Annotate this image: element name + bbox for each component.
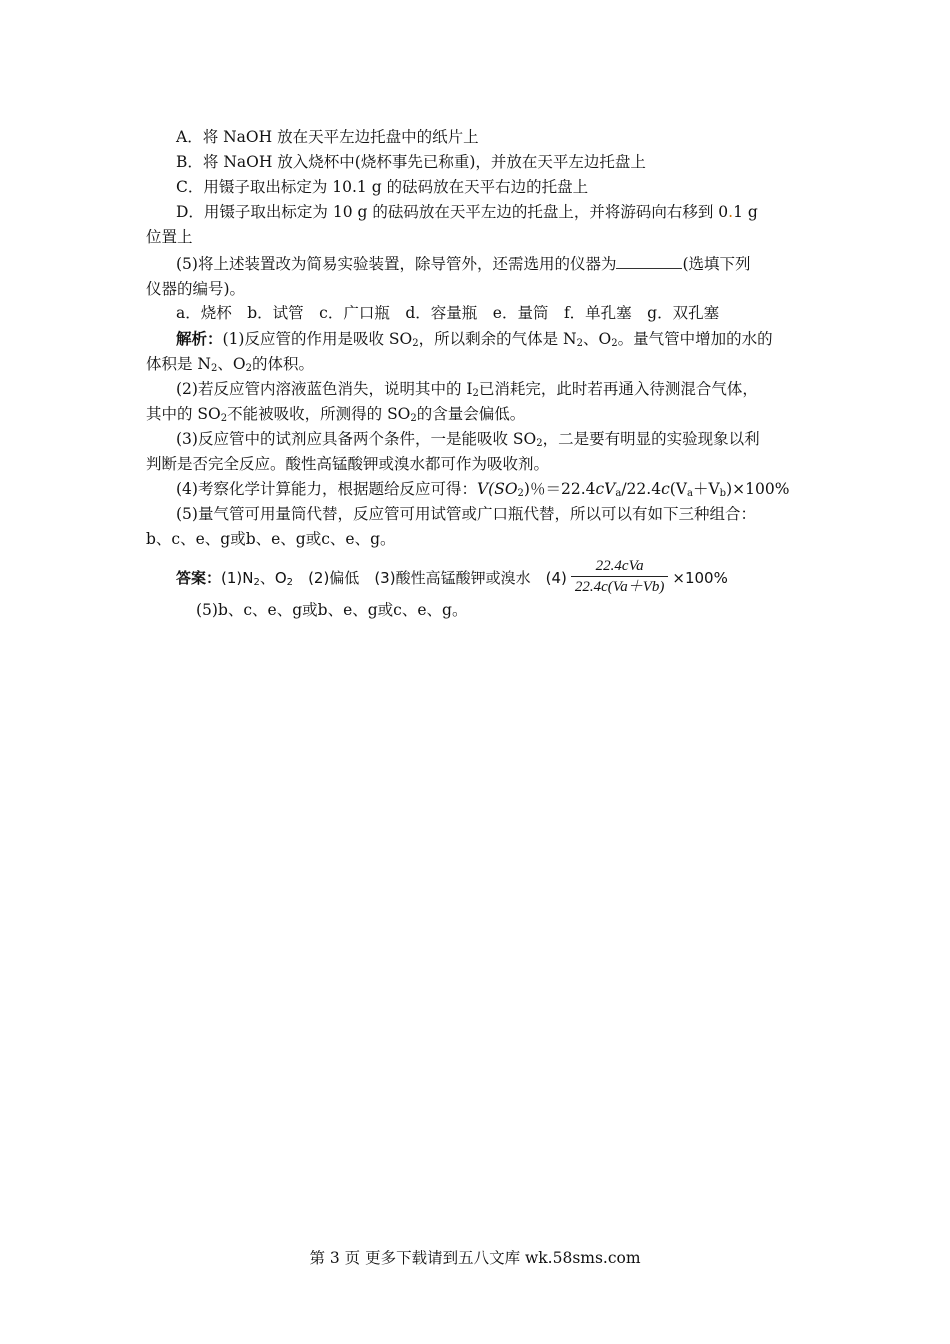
formula-part: c <box>661 480 670 498</box>
answer-line <box>176 558 841 599</box>
q5-text-end: (选填下列 <box>682 255 751 273</box>
option-d-cont <box>146 227 811 247</box>
analysis-p5 <box>176 504 841 524</box>
analysis-p5-line2-text: b、c、e、g或b、e、g或c、e、g。 <box>146 530 396 548</box>
formula-part: )％＝22.4 <box>523 480 596 498</box>
formula-part: ＋V <box>692 480 720 498</box>
subscript: 2 <box>611 338 618 349</box>
subscript: 2 <box>245 363 252 374</box>
analysis-p2-line2-text: 的含量会偏低。 <box>416 405 526 423</box>
option-d-text: D．用镊子取出标定为 10 g 的砝码放在天平左边的托盘上，并将游码向右移到 0 <box>176 203 729 221</box>
option-d-dot: . <box>728 203 734 221</box>
q5-line2-text: 仪器的编号)。 <box>146 280 246 298</box>
subscript: 2 <box>472 388 479 399</box>
analysis-p5-line2 <box>146 529 811 549</box>
subscript: 2 <box>410 413 417 424</box>
formula-part: cV <box>595 480 616 498</box>
analysis-p1-text: (1)反应管的作用是吸收 SO <box>222 330 413 348</box>
q5-text: (5)将上述装置改为简易实验装置，除导管外，还需选用的仪器为 <box>176 255 617 273</box>
analysis-p2 <box>176 379 841 399</box>
formula-part: )×100% <box>726 480 790 498</box>
formula-part: (V <box>669 480 687 498</box>
analysis-p1-line2 <box>146 354 811 374</box>
page-footer <box>0 1246 950 1268</box>
answer-part: (3)酸性高锰酸钾或溴水 <box>374 569 531 587</box>
answer-part5-text: (5)b、c、e、g或b、e、g或c、e、g。 <box>196 601 468 619</box>
analysis-p3-text: (3)反应管中的试剂应具备两个条件，一是能吸收 SO <box>176 430 537 448</box>
footer-text: 第 3 页 更多下载请到五八文库 wk.58sms.com <box>309 1249 641 1267</box>
option-d-cont-text: 位置上 <box>146 228 193 246</box>
option-c <box>176 177 841 197</box>
subscript: a <box>687 488 693 499</box>
answer-part: (2)偏低 <box>308 569 360 587</box>
analysis-label: 解析： <box>176 329 223 348</box>
option-d-text-end: 1 g <box>733 203 758 221</box>
analysis-p2-text: (2)若反应管内溶液蓝色消失，说明其中的 I <box>176 380 473 398</box>
subscript: 2 <box>220 413 228 424</box>
analysis-p1-line2-text: 体积是 N <box>146 355 211 373</box>
answer-part: 、O <box>259 569 287 587</box>
analysis-p2-line2 <box>146 404 811 424</box>
answer-blank <box>616 254 682 269</box>
formula-part: /22.4 <box>621 480 662 498</box>
fraction-numerator: 22.4cVa <box>571 556 669 577</box>
analysis-p1 <box>176 329 841 349</box>
analysis-p2-text: 已消耗完，此时若再通入待测混合气体， <box>478 380 758 398</box>
q5-line1 <box>176 254 841 274</box>
answer-part: ×100% <box>672 569 728 587</box>
subscript: 2 <box>412 338 419 349</box>
analysis-p1-line2-text: 、O <box>217 355 246 373</box>
analysis-p1-text: 、O <box>582 330 612 348</box>
subscript: 2 <box>253 577 260 588</box>
answer-part: (4) <box>545 569 567 587</box>
q5-choices <box>176 303 841 323</box>
analysis-p3 <box>176 429 841 449</box>
subscript: 2 <box>576 338 583 349</box>
formula-part: V(SO <box>476 480 518 498</box>
option-b-text: B．将 NaOH 放入烧杯中(烧杯事先已称重)，并放在天平左边托盘上 <box>176 153 646 171</box>
subscript: a <box>615 488 622 499</box>
option-b <box>176 152 841 172</box>
option-c-text: C．用镊子取出标定为 10.1 g 的砝码放在天平右边的托盘上 <box>176 178 589 196</box>
q5-line2 <box>146 279 811 299</box>
subscript: 2 <box>211 363 218 374</box>
analysis-p2-line2-text: 不能被吸收，所测得的 SO <box>227 405 411 423</box>
analysis-p2-line2-text: 其中的 SO <box>146 405 221 423</box>
subscript: 2 <box>286 577 294 588</box>
analysis-p3-line2 <box>146 454 811 474</box>
analysis-p4-text: (4)考察化学计算能力，根据题给反应可得： <box>176 480 477 498</box>
analysis-p5-text: (5)量气管可用量筒代替，反应管可用试管或广口瓶代替，所以可以有如下三种组合： <box>176 505 756 523</box>
subscript: 2 <box>536 438 543 449</box>
answer-label: 答案： <box>176 569 222 587</box>
analysis-p4 <box>176 479 841 499</box>
answer-part: (1)N <box>221 569 254 587</box>
analysis-p3-line2-text: 判断是否完全反应。酸性高锰酸钾或溴水都可作为吸收剂。 <box>146 455 550 473</box>
option-a <box>176 127 841 147</box>
option-d <box>176 202 841 222</box>
option-a-text: A．将 NaOH 放在天平左边托盘中的纸片上 <box>176 128 479 146</box>
analysis-p1-text: 。量气管中增加的水的 <box>617 330 773 348</box>
subscript: b <box>719 488 727 499</box>
fraction <box>571 556 669 597</box>
fraction-denominator: 22.4c(Va＋Vb) <box>574 579 665 595</box>
answer-line2 <box>196 600 861 620</box>
analysis-p3-text: ，二是要有明显的实验现象以利 <box>542 430 760 448</box>
subscript: 2 <box>517 488 524 499</box>
q5-choices-text: a．烧杯 b．试管 c．广口瓶 d．容量瓶 e．量筒 f．单孔塞 g．双孔塞 <box>176 304 720 322</box>
analysis-p1-text: ，所以剩余的气体是 N <box>418 330 577 348</box>
analysis-p1-line2-text: 的体积。 <box>251 355 314 373</box>
